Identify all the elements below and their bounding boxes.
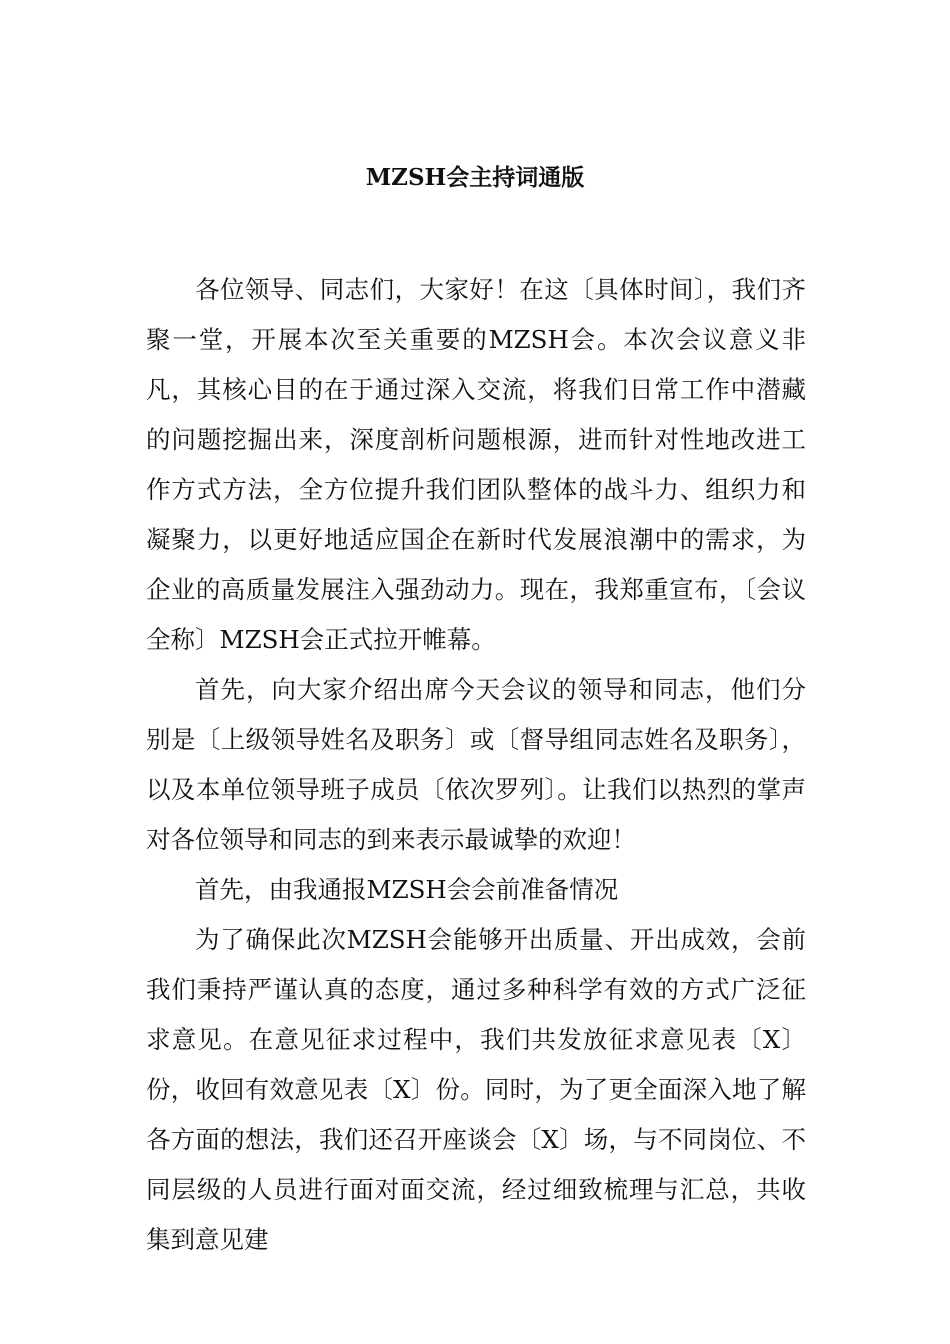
paragraph-introduction: 首先，向大家介绍出席今天会议的领导和同志，他们分别是〔上级领导姓名及职务〕或〔督导组同志姓名及职务〕，以及本单位领导班子成员〔依次罗列〕。让我们以热烈的掌声对各位领导和同志的到来表示最诚挚的欢迎！: [146, 675, 806, 854]
document-body: [146, 265, 806, 1265]
paragraph-report-heading: 首先，由我通报MZSH会会前准备情况: [195, 875, 619, 904]
paragraph-opening: 各位领导、同志们，大家好！在这〔具体时间〕，我们齐聚一堂，开展本次至关重要的MZSH会。本次会议意义非凡，其核心目的在于通过深入交流，将我们日常工作中潜藏的问题挖掘出来，深度剖析问题根源，进而针对性地改进工作方式方法，全方位提升我们团队整体的战斗力、组织力和凝聚力，以更好地适应国企在新时代发展浪潮中的需求，为企业的高质量发展注入强劲动力。现在，我郑重宣布，〔会议全称〕MZSH会正式拉开帷幕。: [146, 275, 806, 654]
paragraph-preparation: 为了确保此次MZSH会能够开出质量、开出成效，会前我们秉持严谨认真的态度，通过多种科学有效的方式广泛征求意见。在意见征求过程中，我们共发放征求意见表〔X〕份，收回有效意见表〔X〕份。同时，为了更全面深入地了解各方面的想法，我们还召开座谈会〔X〕场，与不同岗位、不同层级的人员进行面对面交流，经过细致梳理与汇总，共收集到意见建: [146, 925, 806, 1254]
document-title: MZSH会主持词通版: [365, 164, 585, 191]
